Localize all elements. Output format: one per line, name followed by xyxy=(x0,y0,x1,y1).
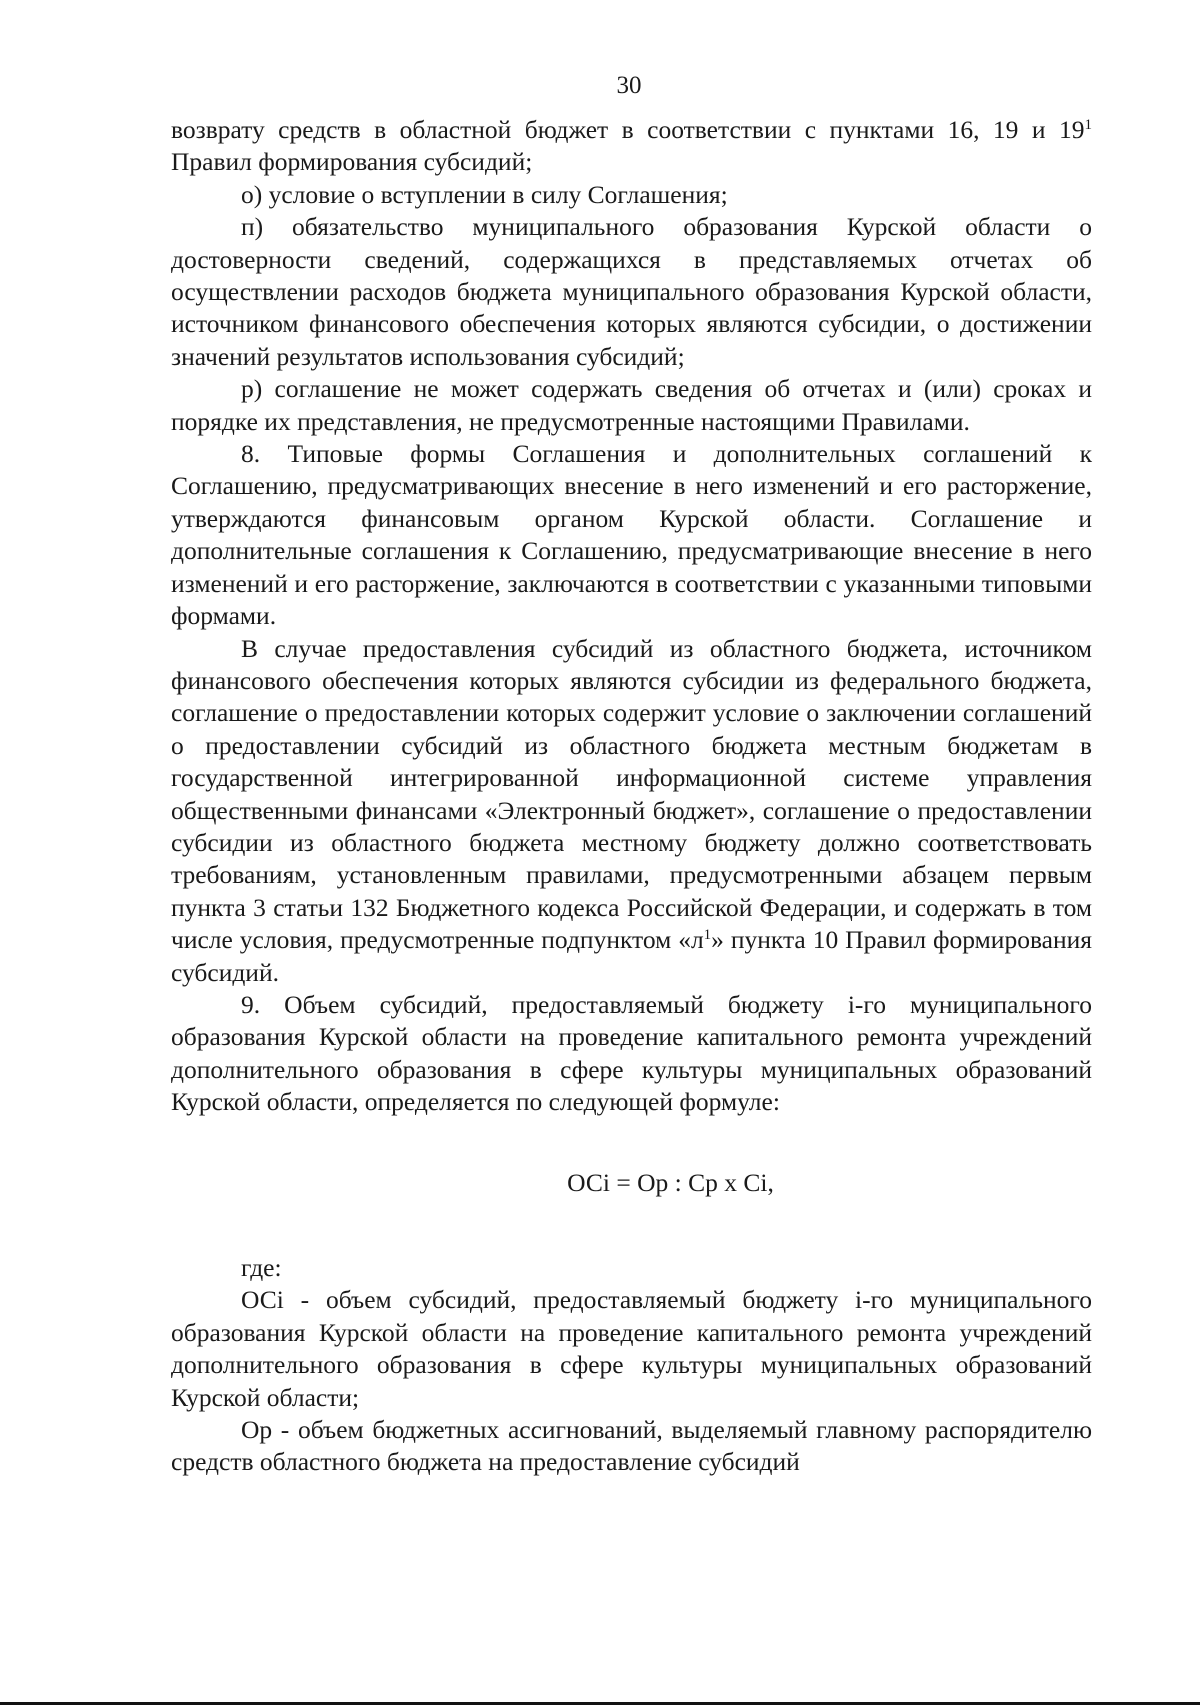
paragraph-item-p: п) обязательство муниципального образования Курской области о достоверности сведений, содержащихся в представляемых отчетах об осуществлении расходов бюджета муниципального образования Курской области, источником финансового обеспечения которых являются субсидии, о достижении значений результатов использования субсидий; xyxy=(171,212,1092,371)
paragraph-where: где: xyxy=(241,1253,282,1282)
paragraph-section-9: 9. Объем субсидий, предоставляемый бюджету i-го муниципального образования Курской области на проведение капитального ремонта учреждений дополнительного образования в сфере культуры муниципальных образований Курской области, определяется по следующей формуле: xyxy=(171,989,1092,1117)
paragraph-section-8: 8. Типовые формы Соглашения и дополнительных соглашений к Соглашению, предусматривающих внесение в него изменений и его расторжение, утверждаются финансовым органом Курской области. Соглашение и дополнительные соглашения к Соглашению, предусматривающие внесение в него изменений и его расторжение, заключаются в соответствии с указанными типовыми формами. xyxy=(171,439,1092,631)
paragraph-federal-subsidies: В случае предоставления субсидий из областного бюджета, источником финансового обеспечения которых являются субсидии из федерального бюджета, соглашение о предоставлении которых содержит условие о заключении соглашений о предоставлении субсидий из областного бюджета местным бюджетам в государственной интегрированной информационной системе управления общественными финансами «Электронный бюджет», соглашение о предоставлении субсидии из областного бюджета местному бюджету должно соответствовать требованиям, установленным правилами, предусмотренными абзацем первым пункта 3 статьи 132 Бюджетного кодекса Российской Федерации, и содержать в том числе условия, предусмотренные подпунктом «$л^1$» пункта 10 Правил формирования субсидий. xyxy=(171,633,1092,987)
paragraph-def-osi: ОСi - объем субсидий, предоставляемый бюджету i-го муниципального образования Курской области на проведение капитального ремонта учреждений дополнительного образования в сфере культуры муниципальных образований Курской области; xyxy=(171,1285,1092,1412)
formula: ОСi = Ор : Ср x Сi, xyxy=(567,1167,774,1197)
paragraph-item-o: о) условие о вступлении в силу Соглашения; xyxy=(241,179,728,209)
paragraph-def-or: Ор - объем бюджетных ассигнований, выделяемый главному распорядителю средств областного бюджета на предоставление субсидий xyxy=(171,1415,1092,1477)
document-body xyxy=(171,114,1092,1479)
footnote-superscript: 1 xyxy=(703,927,712,944)
page-number: 30 xyxy=(616,72,642,99)
paragraph-item-r: р) соглашение не может содержать сведения об отчетах и (или) сроках и порядке их представления, не предусмотренные настоящими Правилами. xyxy=(171,374,1092,436)
footnote-superscript: 1 xyxy=(1084,117,1092,133)
paragraph-continuation: возврату средств в областной бюджет в соответствии с пунктами 16, 19 и $19^1$ Правил формирования субсидий; xyxy=(171,115,1092,177)
